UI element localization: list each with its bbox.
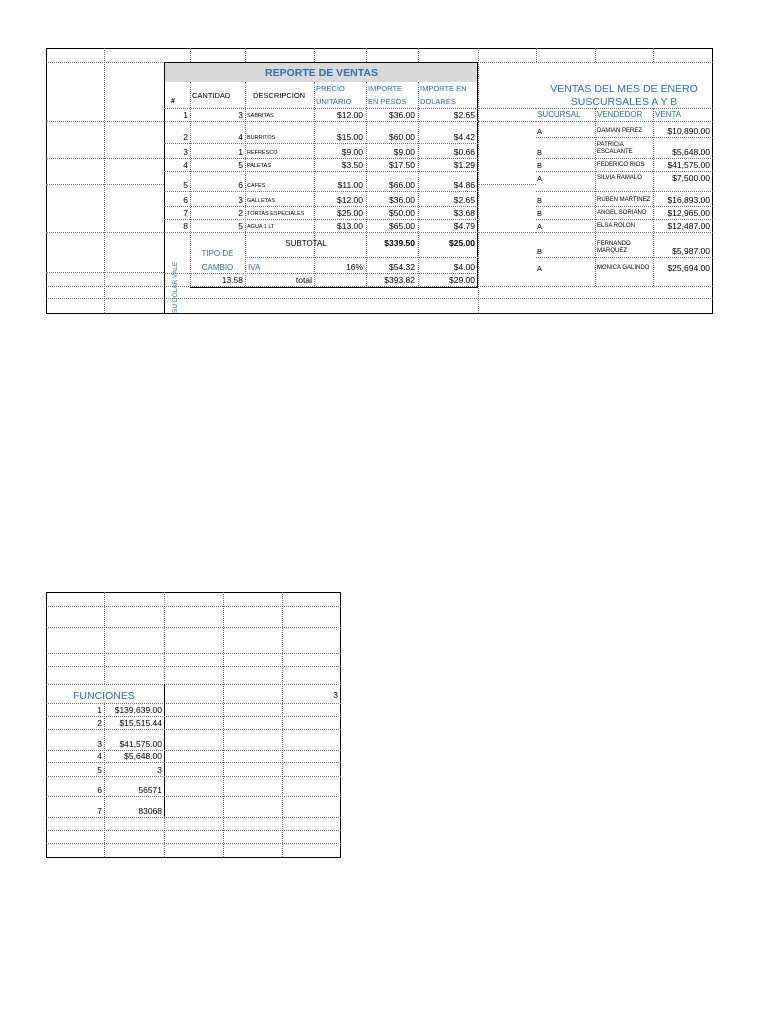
report-row-precio: $11.00 — [337, 180, 363, 190]
report-row-cantidad: 5 — [238, 160, 243, 170]
tipo-de-cambio-label-1: TIPO DE — [201, 249, 234, 258]
ventas-row-venta: $12,965.00 — [667, 208, 710, 218]
ventas-row-venta: $7,500.00 — [672, 173, 710, 183]
report-row-cantidad: 6 — [238, 180, 243, 190]
ventas-row-vendedor: ANGEL SORIANO — [597, 210, 647, 216]
ventas-row-vendedor: SILVIA RAMALO — [597, 175, 642, 181]
report-row-num: 6 — [183, 195, 188, 205]
ventas-row-line — [536, 232, 713, 233]
funciones-row-num: 4 — [97, 751, 102, 761]
iva-pesos: $54.32 — [389, 262, 415, 272]
total-dolares: $29.00 — [449, 275, 475, 285]
report-row-num: 2 — [183, 132, 188, 142]
ventas-row-line — [536, 219, 713, 220]
ventas-row-sucursal: B — [537, 148, 543, 157]
ventas-row-venta: $5,648.00 — [672, 147, 710, 157]
report-row-num: 8 — [183, 221, 188, 231]
funciones-row-value: $41,575.00 — [119, 739, 162, 749]
ventas-row-sucursal: B — [537, 196, 543, 205]
report-row-num: 3 — [183, 147, 188, 157]
iva-rate: 16% — [345, 262, 363, 272]
report-row-dolares: $1.29 — [453, 160, 475, 170]
report-row-num: 4 — [183, 160, 188, 170]
report-row-num: 7 — [183, 208, 188, 218]
ventas-row-line — [536, 171, 713, 172]
report-row-descripcion: TORTAS ESPECIALES — [247, 211, 305, 217]
funciones-row-num: 7 — [97, 806, 102, 816]
tipo-de-cambio-value: 13.58 — [221, 275, 243, 285]
tipo-de-cambio-label-2: CAMBIO — [201, 263, 234, 272]
report-row-descripcion: AGUA 1 LT — [247, 224, 275, 230]
funciones-row-num: 6 — [97, 785, 102, 795]
funciones-row-value: 56571 — [138, 785, 162, 795]
subtotal-pesos: $339.50 — [384, 238, 415, 248]
report-row-cantidad: 3 — [238, 110, 243, 120]
funciones-row-num: 5 — [97, 765, 102, 775]
report-row-precio: $12.00 — [337, 195, 363, 205]
ventas-title-1: VENTAS DEL MES DE ENERO — [550, 83, 698, 95]
ventas-row-vendedor: DAMIAN PEREZ — [597, 128, 643, 134]
report-row-line — [164, 219, 478, 220]
col-header-pesos-2: EN PESOS — [368, 97, 407, 106]
report-row-precio: $9.00 — [341, 147, 363, 157]
frame-right — [712, 48, 713, 314]
funciones-row-num: 2 — [97, 718, 102, 728]
report-row-pesos: $36.00 — [389, 195, 415, 205]
col-header-cantidad: CANTIDAD — [192, 91, 231, 100]
ventas-row-sucursal: B — [537, 209, 543, 218]
frame-bottom — [46, 313, 713, 314]
ventas-row-venta: $16,893.00 — [667, 195, 710, 205]
total-pesos: $393.82 — [384, 275, 415, 285]
report-row-dolares: $4.42 — [453, 132, 475, 142]
report-row-dolares: $4.79 — [453, 221, 475, 231]
ventas-row-vendedor: FERNANDO MARQUEZ — [597, 241, 631, 254]
report-row-pesos: $9.00 — [393, 147, 415, 157]
report-row-descripcion: CAFES — [247, 183, 266, 189]
ventas-row-venta: $10,890.00 — [667, 126, 710, 136]
funciones-row-value: $15,515.44 — [119, 718, 162, 728]
report-row-descripcion: GALLETAS — [247, 198, 276, 204]
report-row-pesos: $50.00 — [389, 208, 415, 218]
funciones-row-line — [46, 796, 341, 797]
funciones-row-line — [46, 776, 341, 777]
ventas-header-sucursal: SUCURSAL — [537, 110, 581, 119]
col-header-dolares-1: IMPORTE EN — [420, 84, 467, 93]
ventas-row-line — [536, 137, 713, 138]
report-row-pesos: $36.00 — [389, 110, 415, 120]
ventas-row-sucursal: A — [537, 264, 543, 273]
frame-top — [46, 48, 713, 49]
funciones-row-line — [46, 716, 341, 717]
report-row-num: 1 — [183, 110, 188, 120]
funciones-row-value: $139,639.00 — [114, 705, 162, 715]
funciones-row-line — [46, 729, 341, 730]
ventas-row-vendedor: FEDERICO RIOS — [597, 162, 645, 168]
report-row-descripcion: SABRITAS — [247, 113, 274, 119]
col-header-dolares-2: DOLARES — [420, 97, 456, 106]
funciones-row-value: 83068 — [138, 806, 162, 816]
report-row-descripcion: BURRITOS — [247, 135, 276, 141]
ventas-row-vendedor: MONICA GALINDO — [597, 265, 650, 271]
ventas-header-vendedor: VENDEDOR — [597, 110, 643, 119]
iva-label: IVA — [248, 263, 261, 272]
subtotal-dolares: $25.00 — [449, 238, 475, 248]
ventas-row-vendedor: ELSA ROLON — [597, 223, 636, 229]
report-row-pesos: $66.00 — [389, 180, 415, 190]
ventas-row-line — [536, 191, 713, 192]
report-row-cantidad: 1 — [238, 147, 243, 157]
report-row-cantidad: 5 — [238, 221, 243, 231]
ventas-row-venta: $25,694.00 — [667, 263, 710, 273]
report-row-precio: $15.00 — [337, 132, 363, 142]
funciones-row-line — [46, 762, 341, 763]
report-row-cantidad: 4 — [238, 132, 243, 142]
report-row-precio: $13.00 — [337, 221, 363, 231]
funciones-row-value: $5,648.00 — [124, 751, 162, 761]
funciones-corner-value: 3 — [333, 690, 338, 700]
subtotal-label: SUBTOTAL — [285, 239, 327, 248]
report-row-pesos: $60.00 — [389, 132, 415, 142]
report-row-precio: $3.50 — [341, 160, 363, 170]
report-row-pesos: $17.50 — [389, 160, 415, 170]
report-row-dolares: $4.86 — [453, 180, 475, 190]
funciones-row-num: 3 — [97, 739, 102, 749]
report-row-cantidad: 2 — [238, 208, 243, 218]
ventas-row-line — [536, 257, 713, 258]
report-row-dolares: $3.68 — [453, 208, 475, 218]
ventas-row-venta: $12,487.00 — [667, 221, 710, 231]
report-row-line — [164, 171, 478, 172]
ventas-row-sucursal: A — [537, 174, 543, 183]
frame-left — [46, 48, 47, 314]
ventas-row-sucursal: A — [537, 222, 543, 231]
ventas-row-line — [536, 121, 713, 122]
report-row-line — [164, 121, 478, 122]
report-row-precio: $25.00 — [337, 208, 363, 218]
report-row-line — [164, 191, 478, 192]
ventas-header-venta: VENTA — [655, 110, 682, 119]
ventas-title-2: SUSCURSALES A Y B — [570, 96, 678, 108]
total-label: total — [295, 275, 312, 285]
ventas-row-vendedor: RUBEN MARTINEZ — [597, 197, 651, 203]
report-row-num: 5 — [183, 180, 188, 190]
report-row-descripcion: PALETAS — [247, 163, 271, 169]
ventas-row-sucursal: B — [537, 161, 543, 170]
report-row-cantidad: 3 — [238, 195, 243, 205]
ventas-row-sucursal: A — [537, 127, 543, 136]
report-row-pesos: $65.00 — [389, 221, 415, 231]
funciones-row-value: 3 — [157, 765, 162, 775]
col-header-num: # — [171, 98, 175, 105]
report-row-descripcion: REFRESCO — [247, 150, 278, 156]
ventas-row-venta: $5,987.00 — [672, 246, 710, 256]
ventas-row-line — [536, 158, 713, 159]
ventas-row-line — [536, 206, 713, 207]
ventas-row-sucursal: B — [537, 247, 543, 256]
report-row-dolares: $0.66 — [453, 147, 475, 157]
col-header-pesos-1: IMPORTE — [368, 84, 403, 93]
report-row-line — [164, 158, 478, 159]
col-header-precio-1: PRECIO — [316, 84, 345, 93]
report-row-dolares: $2.65 — [453, 110, 475, 120]
report-title: REPORTE DE VENTAS — [265, 67, 378, 79]
report-row-dolares: $2.65 — [453, 195, 475, 205]
report-row-precio: $12.00 — [337, 110, 363, 120]
col-header-precio-2: UNITARIO — [316, 97, 352, 106]
funciones-row-num: 1 — [97, 705, 102, 715]
report-row-line — [164, 206, 478, 207]
ventas-row-venta: $41,575.00 — [667, 160, 710, 170]
iva-dolares: $4.00 — [453, 262, 475, 272]
report-row-line — [164, 143, 478, 144]
ventas-row-vendedor: PATRICIA ESCALANTE — [597, 142, 633, 155]
funciones-title: FUNCIONES — [73, 690, 135, 702]
col-header-descripcion: DESCRIPCION — [253, 91, 306, 100]
su-dolar-vale-label: SU DÓLAR VALE — [172, 261, 179, 313]
